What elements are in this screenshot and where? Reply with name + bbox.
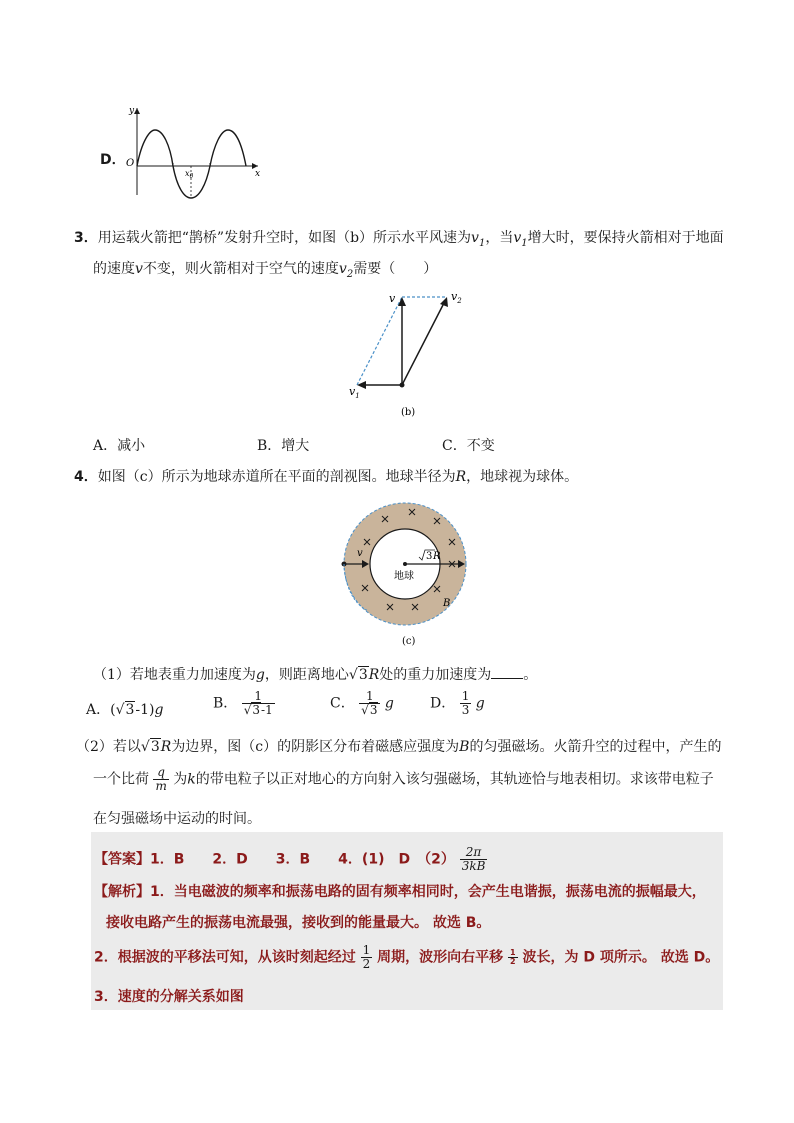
vector-diagram-b bbox=[340, 285, 480, 420]
analysis-p3: 3．速度的分解关系如图 bbox=[94, 989, 244, 1005]
analysis-p1-b: 接收电路产生的振荡电流最强，接收到的能量最大。 故选 B。 bbox=[106, 915, 491, 931]
earth-diagram-c bbox=[337, 498, 477, 650]
q4-part2-line3: 在匀强磁场中运动的时间。 bbox=[93, 811, 261, 827]
option-d-label: D． bbox=[100, 152, 126, 168]
x0-label: $x_0$ bbox=[185, 169, 194, 180]
earth-label: 地球 bbox=[394, 571, 414, 582]
q4-part1: （1）若地表重力加速度为g，则距离地心√3R处的重力加速度为 。 bbox=[93, 664, 537, 685]
sqrt3-label: 3 bbox=[426, 551, 433, 562]
wave-graph-d bbox=[120, 100, 265, 202]
q3-option-a: A．减小 bbox=[93, 438, 146, 454]
q4-line1: 4．如图（c）所示为地球赤道所在平面的剖视图。地球半径为R，地球视为球体。 bbox=[74, 469, 579, 485]
q4-option-d: D． $\frac{1}{3}$ g bbox=[430, 689, 485, 717]
q3-line1: 3．用运载火箭把“鹊桥”发射升空时，如图（b）所示水平风速为$v_1$，当$v_1$增大时，要保持火箭相对于地面 bbox=[74, 230, 724, 249]
q4-part2-line2: 一个比荷 $\frac{q}{m}$ 为k的带电粒子以正对地心的方向射入该匀强磁场，其轨迹恰与地表相切。求该带电粒子 bbox=[93, 765, 714, 793]
q3-option-b: B．增大 bbox=[257, 438, 310, 454]
fig-c-caption: (c) bbox=[402, 636, 416, 647]
x-label: x bbox=[255, 169, 261, 179]
q4-option-a: A．(√3-1)g bbox=[86, 702, 164, 718]
v-label: v bbox=[357, 548, 363, 559]
v2-arrow bbox=[402, 303, 444, 385]
origin-label: O bbox=[126, 158, 135, 169]
analysis-p1-a: 【解析】1．当电磁波的频率和振荡电路的固有频率相同时，会产生电谐振，振荡电流的振幅最大， bbox=[94, 884, 706, 900]
q4-option-b: B． $\frac{1}{√3-1}$ bbox=[213, 689, 273, 717]
b-label: B bbox=[443, 598, 451, 609]
dashed-parallel-left bbox=[357, 297, 402, 385]
q4-option-c: C． $\frac{1}{√3}$ g bbox=[330, 689, 394, 717]
q3-line2: 的速度v不变，则火箭相对于空气的速度$v_2$需要（ ） bbox=[93, 261, 438, 280]
fig-b-caption: (b) bbox=[401, 407, 416, 418]
answer-line: 【答案】1．B 2．D 3．B 4．(1) D （2） $\frac{2\pi}{3kB}$ bbox=[94, 845, 486, 873]
fig-v-label: v bbox=[389, 292, 396, 305]
y-label: y bbox=[129, 106, 135, 116]
r-label: R bbox=[433, 551, 441, 562]
q3-option-c: C．不变 bbox=[442, 438, 495, 454]
answer-blank bbox=[491, 664, 523, 679]
fig-v2-label: $v_2$ bbox=[451, 290, 462, 305]
analysis-p2: 2．根据波的平移法可知，从该时刻起经过 $\frac{1}{2}$ 周期，波形向右平移 $\frac{1}{2}$ 波长，为 D 项所示。 故选 D。 bbox=[94, 943, 720, 971]
sine-curve bbox=[137, 130, 246, 198]
fig-v1-label: $v_1$ bbox=[349, 385, 360, 400]
q4-part2-line1: （2）若以√3R为边界，图（c）的阴影区分布着磁感应强度为B的匀强磁场。火箭升空的过程中，产生的 bbox=[76, 739, 722, 755]
